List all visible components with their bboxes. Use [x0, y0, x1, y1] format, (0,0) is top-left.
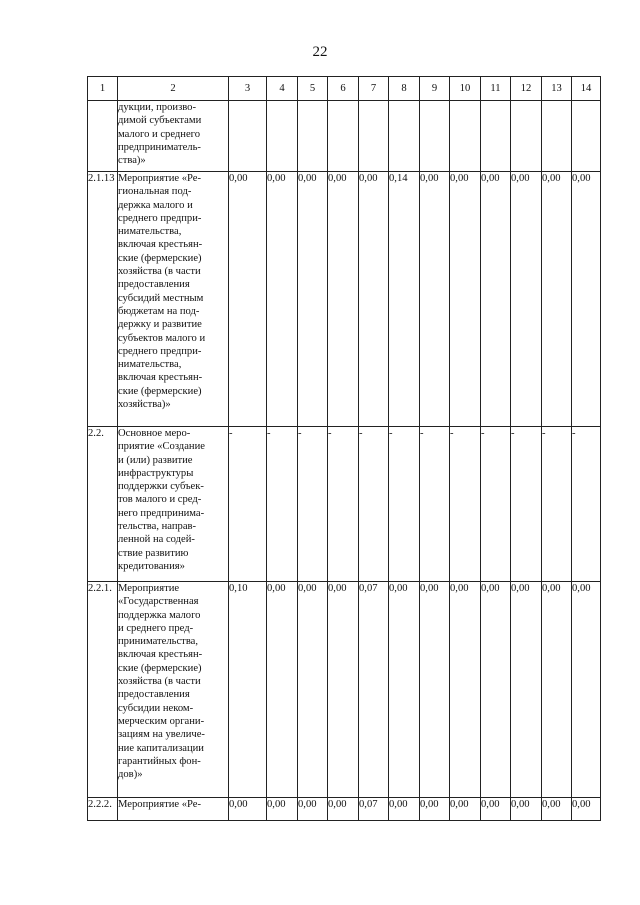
column-header: 13 [542, 77, 572, 101]
value-cell: 0,00 [450, 172, 481, 427]
value-cell: 0,00 [481, 172, 511, 427]
column-header: 12 [511, 77, 542, 101]
value-cell: - [450, 427, 481, 582]
row-number: 2.2.1. [88, 582, 118, 798]
value-cell: 0,00 [389, 798, 420, 821]
value-cell: 0,14 [389, 172, 420, 427]
value-cell: 0,00 [450, 798, 481, 821]
value-cell: 0,10 [229, 582, 267, 798]
value-cell: 0,00 [359, 172, 389, 427]
row-number [88, 101, 118, 172]
table-row [88, 798, 601, 821]
value-cell: 0,00 [511, 582, 542, 798]
value-cell: 0,00 [298, 172, 328, 427]
column-header: 3 [229, 77, 267, 101]
row-description: Мероприятие «Ре- гиональная под- держка малого и среднего предпри- нимательства, включая крестьян- ские (фермерские) хозяйства (в части предоставления субсидий местным бюджетам на под- держку и развитие субъектов малого и среднего предпри- нимательства, включая крестьян- ские (фермерские) хозяйства)» [118, 172, 229, 427]
value-cell: 0,07 [359, 798, 389, 821]
value-cell: 0,00 [328, 798, 359, 821]
value-cell [359, 101, 389, 172]
value-cell: - [229, 427, 267, 582]
value-cell: - [389, 427, 420, 582]
column-header: 1 [88, 77, 118, 101]
value-cell [420, 101, 450, 172]
value-cell: 0,00 [481, 582, 511, 798]
row-description: Мероприятие «Ре- [118, 798, 229, 821]
value-cell [298, 101, 328, 172]
value-cell: - [298, 427, 328, 582]
value-cell: 0,00 [572, 582, 601, 798]
column-header: 6 [328, 77, 359, 101]
value-cell: - [420, 427, 450, 582]
value-cell: 0,00 [420, 582, 450, 798]
header-row [88, 77, 601, 101]
value-cell: - [267, 427, 298, 582]
value-cell [328, 101, 359, 172]
value-cell: 0,00 [511, 798, 542, 821]
value-cell [450, 101, 481, 172]
value-cell: 0,00 [572, 798, 601, 821]
value-cell: 0,00 [229, 172, 267, 427]
table-row [88, 582, 601, 798]
value-cell: 0,00 [572, 172, 601, 427]
column-header: 2 [118, 77, 229, 101]
value-cell [572, 101, 601, 172]
row-description: Мероприятие «Государственная поддержка малого и среднего пред- принимательства, включая крестьян- ские (фермерские) хозяйства (в части предоставления субсидии неком- мерческим органи- зациям на увеличе- ние капитализации гарантийных фон- дов)» [118, 582, 229, 798]
value-cell: 0,00 [229, 798, 267, 821]
value-cell [481, 101, 511, 172]
column-header: 7 [359, 77, 389, 101]
value-cell: 0,00 [328, 172, 359, 427]
value-cell: 0,00 [267, 798, 298, 821]
row-number: 2.1.13 [88, 172, 118, 427]
value-cell: 0,00 [328, 582, 359, 798]
value-cell: 0,00 [389, 582, 420, 798]
value-cell: 0,00 [267, 172, 298, 427]
value-cell: - [359, 427, 389, 582]
value-cell: 0,00 [511, 172, 542, 427]
column-header: 8 [389, 77, 420, 101]
row-number: 2.2.2. [88, 798, 118, 821]
data-table [87, 76, 601, 821]
value-cell: 0,07 [359, 582, 389, 798]
value-cell [389, 101, 420, 172]
value-cell: 0,00 [542, 798, 572, 821]
value-cell: 0,00 [298, 582, 328, 798]
row-description: Основное меро- приятие «Создание и (или) развитие инфраструктуры поддержки субъек- тов малого и сред- него предпринима- тельства, направ- ленной на содей- ствие развитию кредитования» [118, 427, 229, 582]
column-header: 5 [298, 77, 328, 101]
table-body [88, 101, 601, 821]
column-header: 10 [450, 77, 481, 101]
value-cell: 0,00 [267, 582, 298, 798]
value-cell: - [542, 427, 572, 582]
value-cell: - [572, 427, 601, 582]
value-cell: - [511, 427, 542, 582]
column-header: 14 [572, 77, 601, 101]
value-cell: 0,00 [420, 172, 450, 427]
value-cell: 0,00 [542, 172, 572, 427]
value-cell [267, 101, 298, 172]
column-header: 9 [420, 77, 450, 101]
value-cell: - [481, 427, 511, 582]
row-description: дукции, произво- димой субъектами малого и среднего предприниматель- ства)» [118, 101, 229, 172]
value-cell: 0,00 [481, 798, 511, 821]
value-cell: 0,00 [450, 582, 481, 798]
value-cell: 0,00 [420, 798, 450, 821]
value-cell: 0,00 [542, 582, 572, 798]
value-cell [229, 101, 267, 172]
table-row [88, 172, 601, 427]
value-cell [542, 101, 572, 172]
value-cell [511, 101, 542, 172]
column-header: 4 [267, 77, 298, 101]
column-header: 11 [481, 77, 511, 101]
table-row [88, 427, 601, 582]
value-cell: - [328, 427, 359, 582]
value-cell: 0,00 [298, 798, 328, 821]
page-number: 22 [312, 44, 328, 60]
row-number: 2.2. [88, 427, 118, 582]
table-row [88, 101, 601, 172]
